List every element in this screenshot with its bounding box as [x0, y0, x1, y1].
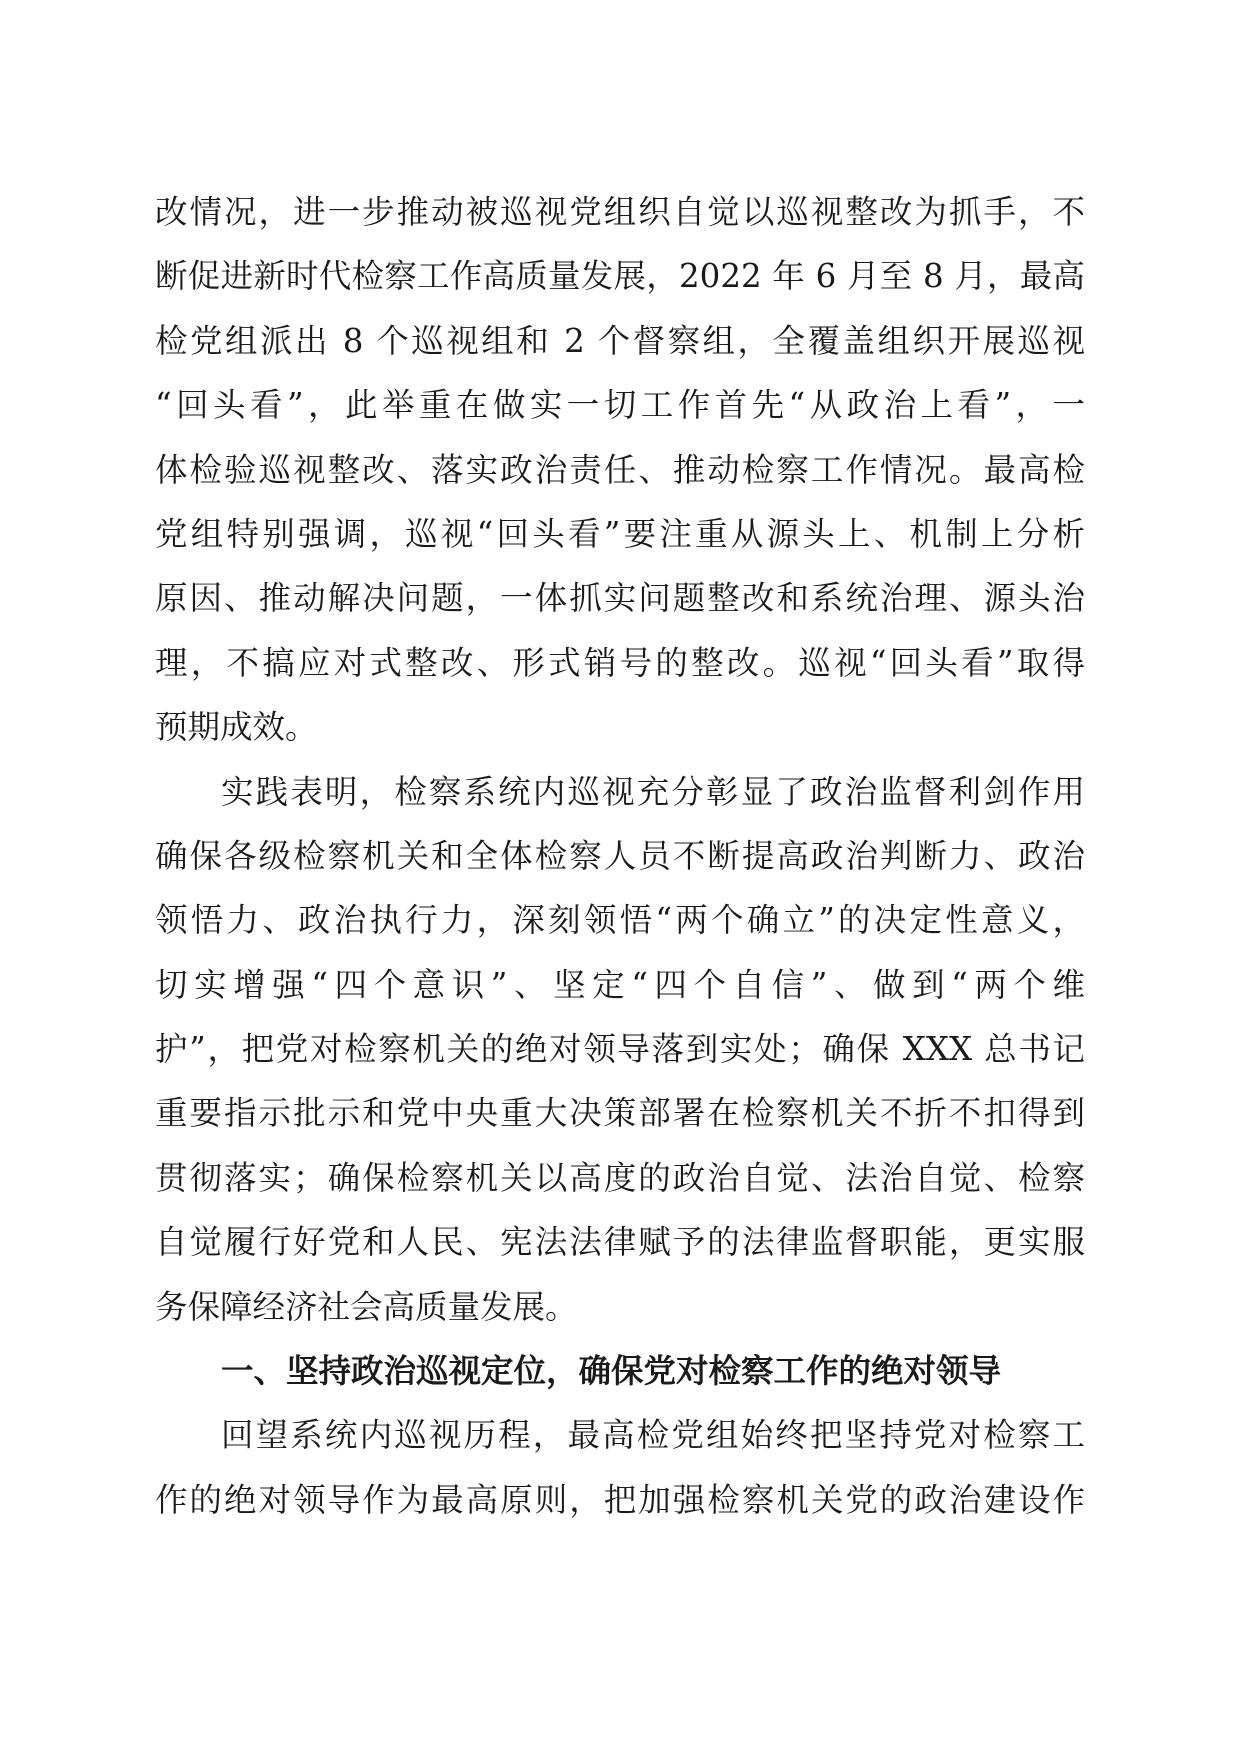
- paragraph-line: 理，不搞应对式整改、形式销号的整改。巡视“回头看”取得: [155, 643, 1085, 682]
- paragraph-1: [155, 180, 1085, 760]
- paragraph-line: 切实增强“四个意识”、坚定“四个自信”、做到“两个维: [155, 965, 1085, 1004]
- paragraph-line: 实践表明，检察系统内巡视充分彰显了政治监督利剑作用: [221, 772, 1085, 811]
- document-body: [155, 180, 1085, 1532]
- paragraph-line: 原因、推动解决问题，一体抓实问题整改和系统治理、源头治: [155, 579, 1085, 618]
- paragraph-line: 务保障经济社会高质量发展。: [155, 1287, 578, 1326]
- paragraph-line: 重要指示批示和党中央重大决策部署在检察机关不折不扣得到: [155, 1094, 1085, 1133]
- paragraph-line: “回头看”，此举重在做实一切工作首先“从政治上看”，一: [155, 386, 1085, 425]
- paragraph-line: 确保各级检察机关和全体检察人员不断提高政治判断力、政治: [155, 836, 1085, 875]
- paragraph-line: 回望系统内巡视历程，最高检党组始终把坚持党对检察工: [221, 1416, 1085, 1455]
- paragraph-line: 改情况，进一步推动被巡视党组织自觉以巡视整改为抓手，不: [155, 193, 1085, 231]
- paragraph-line: 检党组派出 8 个巡视组和 2 个督察组，全覆盖组织开展巡视: [155, 321, 1085, 360]
- paragraph-line: 预期成效。: [155, 708, 318, 747]
- section-heading: 一、坚持政治巡视定位，确保党对检察工作的绝对领导: [221, 1352, 1002, 1391]
- paragraph-2: [155, 760, 1085, 1340]
- paragraph-3: [155, 1403, 1085, 1532]
- paragraph-line: 护”，把党对检察机关的绝对领导落到实处；确保 XXX 总书记: [155, 1030, 1085, 1069]
- paragraph-line: 领悟力、政治执行力，深刻领悟“两个确立”的决定性意义，: [155, 901, 1085, 940]
- paragraph-line: 党组特别强调，巡视“回头看”要注重从源头上、机制上分析: [155, 514, 1085, 553]
- paragraph-line: 体检验巡视整改、落实政治责任、推动检察工作情况。最高检: [155, 450, 1085, 489]
- section-heading-1: [155, 1339, 1085, 1403]
- paragraph-line: 贯彻落实；确保检察机关以高度的政治自觉、法治自觉、检察: [155, 1158, 1085, 1197]
- paragraph-line: 自觉履行好党和人民、宪法法律赋予的法律监督职能，更实服: [155, 1223, 1085, 1262]
- paragraph-line: 作的绝对领导作为最高原则，把加强检察机关党的政治建设作: [155, 1480, 1085, 1519]
- paragraph-line: 断促进新时代检察工作高质量发展，2022 年 6 月至 8 月，最高: [155, 257, 1085, 296]
